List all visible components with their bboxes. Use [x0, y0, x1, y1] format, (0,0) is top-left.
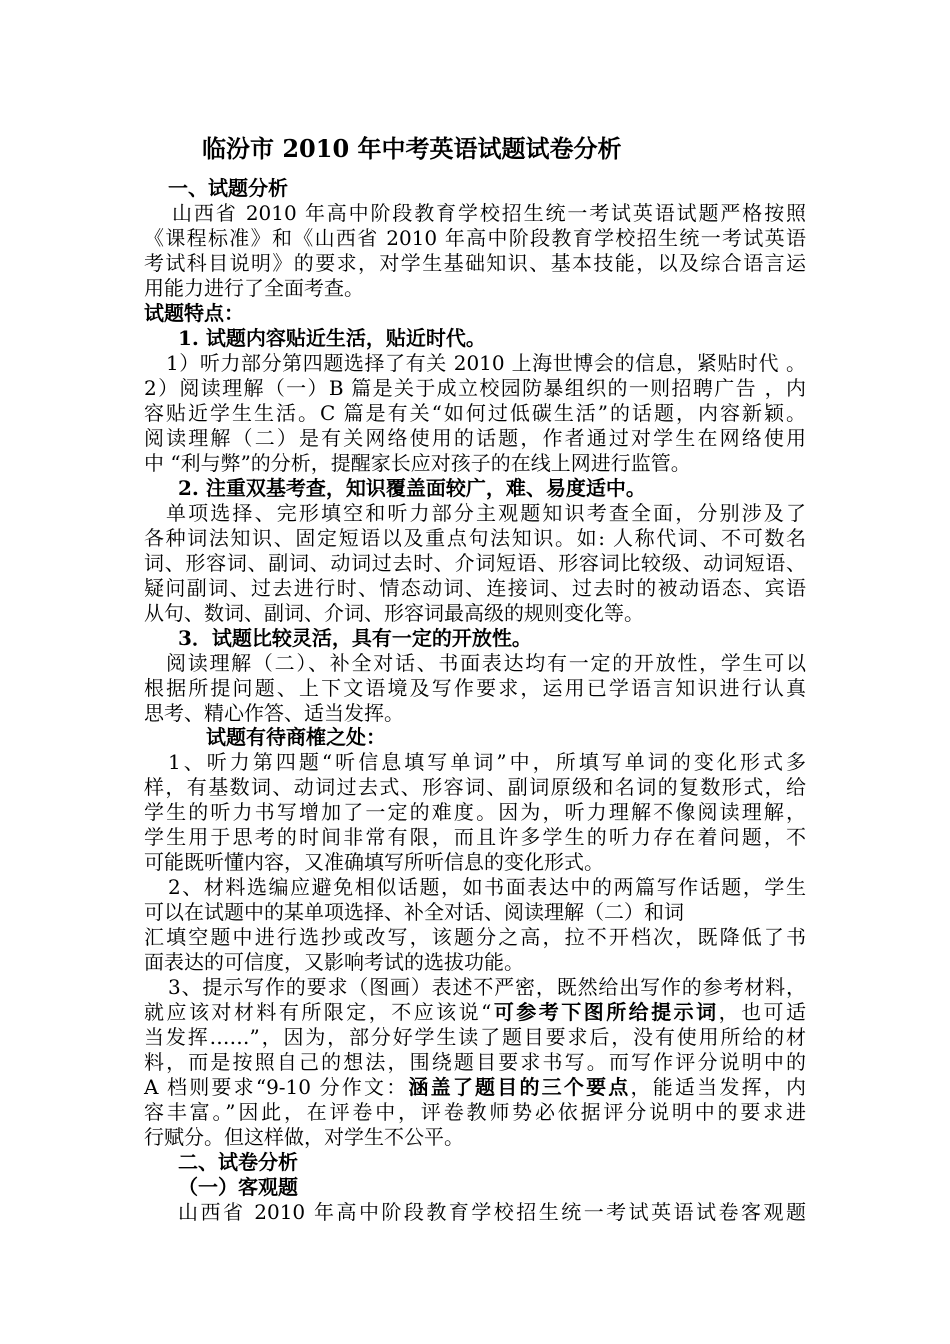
paragraph-line: 从句、数词、副词、介词、形容词最高级的规则变化等。	[144, 601, 644, 625]
emphasis-text: 可参考下图所给提示词	[491, 1000, 719, 1024]
paragraph-line	[144, 999, 806, 1025]
document-title: 临汾市 2010 年中考英语试题试卷分析	[202, 134, 622, 163]
paragraph-line: 2）阅读理解（一）B 篇是关于成立校园防暴组织的一则招聘广告 ，内	[144, 376, 806, 400]
paragraph-line: 1、听力第四题“听信息填写单词”中，所填写单词的变化形式多	[168, 750, 806, 774]
text-run: ，也可适	[718, 1000, 807, 1024]
paragraph-line: 3、提示写作的要求（图画）表述不严密，既然给出写作的参考材料，	[168, 975, 806, 999]
paragraph-line: 行赋分。但这样做，对学生不公平。	[144, 1125, 464, 1149]
paragraph-line: 容丰富。”因此，在评卷中，评卷教师势必依据评分说明中的要求进	[144, 1100, 806, 1124]
paragraph-line: 山西省 2010 年高中阶段教育学校招生统一考试英语试卷客观题	[178, 1200, 806, 1224]
paragraph-line: 疑问副词、过去进行时、情态动词、连接词、过去时的被动语态、宾语	[144, 576, 806, 600]
paragraph-line: 各种词法知识、固定短语以及重点句法知识。如: 人称代词、不可数名	[144, 526, 806, 550]
paragraph-line: 学生用于思考的时间非常有限，而且许多学生的听力存在着问题，不	[144, 825, 806, 849]
paragraph-line: 《课程标准》和《山西省 2010 年高中阶段教育学校招生统一考试英语	[144, 226, 806, 250]
paragraph-line: 可能既听懂内容，又准确填写所听信息的变化形式。	[144, 850, 604, 874]
feature-1-heading: 1. 试题内容贴近生活，贴近时代。	[178, 326, 486, 350]
paragraph-line: 可以在试题中的某单项选择、补全对话、阅读理解（二）和词	[144, 900, 684, 924]
paragraph-line: 2、材料选编应避免相似话题，如书面表达中的两篇写作话题，学生	[168, 875, 806, 899]
section-heading-1: 一、试题分析	[168, 176, 288, 200]
paragraph-line: 词、形容词、副词、动词过去时、介词短语、形容词比较级、动词短语、	[144, 551, 806, 575]
emphasis-text: 涵盖了题目的三个要点	[408, 1075, 631, 1099]
text-run: ，能适当发挥，内	[630, 1075, 807, 1099]
paragraph-line: 阅读理解（二）、补全对话、书面表达均有一定的开放性，学生可以	[166, 651, 806, 675]
paragraph-line: 1）听力部分第四题选择了有关 2010 上海世博会的信息，紧贴时代 。	[166, 351, 806, 375]
paragraph-line: 考试科目说明》的要求，对学生基础知识、基本技能，以及综合语言运	[144, 251, 806, 275]
paragraph-line: 阅读理解（二）是有关网络使用的话题，作者通过对学生在网络使用	[144, 426, 806, 450]
paragraph-line: 容贴近学生生活。C 篇是有关“如何过低碳生活”的话题，内容新颖。	[144, 401, 806, 425]
paragraph-line: 思考、精心作答、适当发挥。	[144, 701, 404, 725]
paragraph-line: 单项选择、完形填空和听力部分主观题知识考查全面，分别涉及了	[166, 501, 806, 525]
feature-3-heading: 3．试题比较灵活，具有一定的开放性。	[178, 626, 532, 650]
paragraph-line: 当发挥……”，因为，部分好学生读了题目要求后，没有使用所给的材	[144, 1025, 806, 1049]
text-run: 就应该对材料有所限定，不应该说“	[144, 1000, 492, 1024]
paragraph-line	[144, 1074, 806, 1100]
paragraph-line: 学生的听力书写增加了一定的难度。因为，听力理解不像阅读理解，	[144, 800, 806, 824]
paragraph-line: 料，而是按照自己的想法，围绕题目要求书写。而写作评分说明中的	[144, 1050, 806, 1074]
paragraph-line: 样，有基数词、动词过去式、形容词、副词原级和名词的复数形式，给	[144, 775, 806, 799]
feature-2-heading: 2. 注重双基考查，知识覆盖面较广，难、易度适中。	[178, 476, 646, 500]
issues-heading: 试题有待商榷之处：	[206, 725, 386, 749]
paragraph-line: 面表达的可信度，又影响考试的选拔功能。	[144, 950, 524, 974]
features-heading: 试题特点：	[144, 301, 244, 325]
subsection-heading: （一）客观题	[178, 1175, 298, 1199]
section-heading-2: 二、试卷分析	[178, 1150, 298, 1174]
paragraph-line: 根据所提问题、上下文语境及写作要求，运用已学语言知识进行认真	[144, 676, 806, 700]
text-run: A 档则要求“9-10 分作文：	[144, 1075, 409, 1099]
paragraph-line: 山西省 2010 年高中阶段教育学校招生统一考试英语试题严格按照	[172, 201, 806, 225]
paragraph-line: 汇填空题中进行选抄或改写，该题分之高，拉不开档次，既降低了书	[144, 925, 806, 949]
paragraph-line: 用能力进行了全面考查。	[144, 276, 364, 300]
paragraph-line: 中 “利与弊”的分析，提醒家长应对孩子的在线上网进行监管。	[144, 451, 691, 475]
